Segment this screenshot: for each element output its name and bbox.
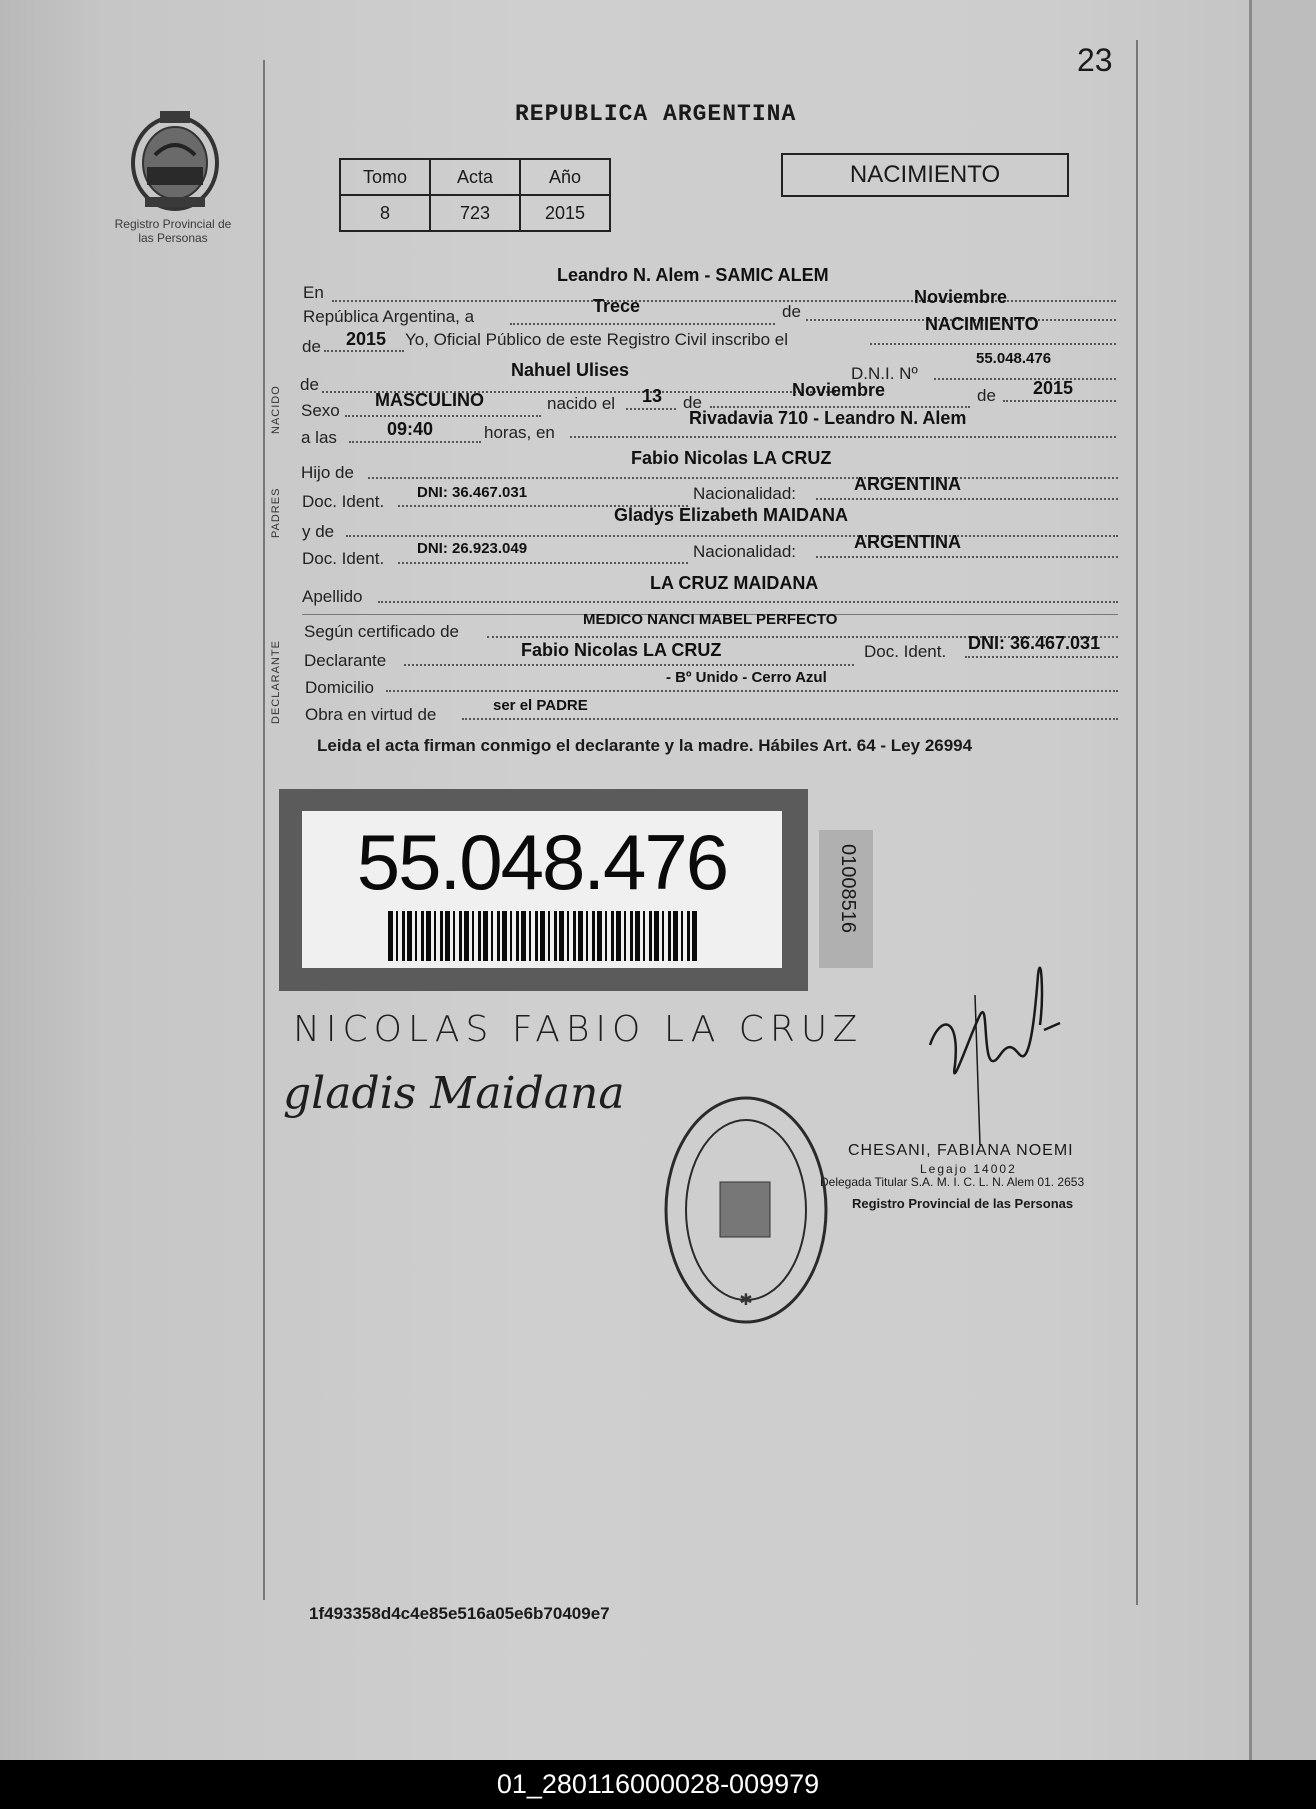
value-tipo-inscripcion: NACIMIENTO <box>925 314 1039 334</box>
label-yo: Yo, Oficial Público de este Registro Civil inscribo el <box>405 330 788 349</box>
label-y-de: y de <box>302 522 335 541</box>
value-nombre: Nahuel Ulises <box>511 360 630 380</box>
dotted-line <box>349 441 481 443</box>
registry-caption: Registro Provincial de las Personas <box>114 217 232 245</box>
label-de: de <box>782 302 801 321</box>
registry-value-tomo: 8 <box>340 195 430 231</box>
value-mes-nac: Noviembre <box>792 380 886 400</box>
legal-text: Leida el acta firman conmigo el declarante y la madre. Hábiles Art. 64 - Ley 26994 <box>317 736 973 755</box>
value-sexo: MASCULINO <box>375 390 484 410</box>
record-type-box: NACIMIENTO <box>781 153 1069 197</box>
registry-table <box>339 158 611 232</box>
province-emblem-icon <box>125 105 225 215</box>
official-legajo: Legajo 14002 <box>920 1162 1017 1176</box>
value-dia-texto: Trece <box>593 296 641 316</box>
barcode-bars-icon <box>388 911 698 961</box>
barcode-number: 55.048.476 <box>356 818 728 906</box>
footer-band <box>0 1760 1316 1809</box>
dotted-line <box>934 378 1116 380</box>
label-a-las: a las <box>301 428 337 447</box>
handwritten-madre: gladis Maidana <box>283 1068 625 1119</box>
registry-value-acta: 723 <box>430 195 520 231</box>
label-de-nombre: de <box>300 375 319 394</box>
dotted-line <box>570 436 1116 438</box>
value-hora: 09:40 <box>387 419 434 439</box>
dotted-line <box>345 415 541 417</box>
official-signature-icon <box>920 955 1070 1155</box>
label-nacionalidad-padre: Nacionalidad: <box>693 484 797 503</box>
official-registro: Registro Provincial de las Personas <box>852 1196 1074 1211</box>
value-mes-texto: Noviembre <box>914 287 1008 307</box>
dotted-line <box>398 562 688 564</box>
value-padre-doc: DNI: 36.467.031 <box>417 484 528 501</box>
document-hash: 1f493358d4c4e85e516a05e6b70409e7 <box>309 1604 610 1623</box>
label-de-anio-nac: de <box>977 386 996 405</box>
label-de-anio: de <box>302 337 321 356</box>
section-label-declarante: DECLARANTE <box>270 640 282 724</box>
label-doc-ident-madre: Doc. Ident. <box>302 549 385 568</box>
official-name: CHESANI, FABIANA NOEMI <box>848 1142 1074 1159</box>
adjacent-page-strip <box>1252 0 1316 1760</box>
label-doc-ident-declarante: Doc. Ident. <box>864 642 947 661</box>
value-lugar-nac: Rivadavia 710 - Leandro N. Alem <box>689 408 967 428</box>
country-title: REPUBLICA ARGENTINA <box>515 101 797 127</box>
serial-sticker <box>819 830 873 968</box>
dotted-line <box>1003 400 1116 402</box>
label-domicilio: Domicilio <box>305 678 374 697</box>
registry-value-anio: 2015 <box>520 195 610 231</box>
dotted-line <box>386 690 1118 692</box>
value-obra: ser el PADRE <box>493 697 588 714</box>
svg-text:✱: ✱ <box>739 1292 753 1309</box>
dotted-line <box>510 323 775 325</box>
dotted-line <box>626 408 676 410</box>
label-declarante: Declarante <box>304 651 387 670</box>
value-padre: Fabio Nicolas LA CRUZ <box>631 448 832 468</box>
dotted-line <box>816 498 1118 500</box>
registry-stamp-icon <box>658 1090 834 1330</box>
value-padre-nac: ARGENTINA <box>854 474 961 494</box>
registry-header-anio: Año <box>520 159 610 195</box>
value-madre-doc: DNI: 26.923.049 <box>417 540 528 557</box>
label-nacido-el: nacido el <box>547 394 616 413</box>
value-anio-nac: 2015 <box>1033 378 1074 398</box>
dotted-line <box>346 535 1118 537</box>
page-number: 23 <box>1077 42 1113 78</box>
label-segun: Según certificado de <box>304 622 459 641</box>
barcode-label <box>302 811 782 968</box>
label-nacionalidad-madre: Nacionalidad: <box>693 542 797 561</box>
value-certificado: MEDICO NANCI MABEL PERFECTO <box>583 611 838 628</box>
barcode-sticker <box>279 789 808 991</box>
dotted-line <box>324 350 404 352</box>
serial-number: 01008516 <box>837 844 859 933</box>
dotted-line <box>870 343 1116 345</box>
label-de-mes: de <box>683 393 702 412</box>
value-dni: 55.048.476 <box>976 350 1052 367</box>
dotted-line <box>378 601 1118 603</box>
value-madre: Gladys Elizabeth MAIDANA <box>614 505 849 525</box>
section-label-nacido: NACIDO <box>270 385 282 434</box>
dotted-line <box>965 656 1118 658</box>
label-en: En <box>303 283 324 302</box>
label-doc-ident-padre: Doc. Ident. <box>302 492 385 511</box>
value-declarante-doc: DNI: 36.467.031 <box>968 633 1101 653</box>
value-anio-registro: 2015 <box>346 329 387 349</box>
registry-header-acta: Acta <box>430 159 520 195</box>
label-apellido: Apellido <box>302 587 363 606</box>
dotted-line <box>368 477 1118 479</box>
label-obra: Obra en virtud de <box>305 705 437 724</box>
value-declarante: Fabio Nicolas LA CRUZ <box>521 640 722 660</box>
value-apellido: LA CRUZ MAIDANA <box>650 573 819 593</box>
label-hijo-de: Hijo de <box>301 463 354 482</box>
dotted-line <box>462 718 1118 720</box>
label-republica: República Argentina, a <box>303 307 475 326</box>
value-madre-nac: ARGENTINA <box>854 532 961 552</box>
dotted-line <box>816 556 1118 558</box>
value-dia-nac: 13 <box>642 386 663 406</box>
dotted-line <box>404 664 854 666</box>
footer-id: 01_280116000028-009979 <box>496 1769 820 1799</box>
registry-header-tomo: Tomo <box>340 159 430 195</box>
left-margin-line <box>263 60 265 1600</box>
value-lugar: Leandro N. Alem - SAMIC ALEM <box>557 265 829 285</box>
right-margin-line <box>1136 40 1138 1605</box>
section-label-padres: PADRES <box>270 487 282 538</box>
label-horas-en: horas, en <box>484 423 555 442</box>
label-sexo: Sexo <box>301 401 340 420</box>
label-dni: D.N.I. Nº <box>851 364 918 383</box>
handwritten-padre: NICOLAS FABIO LA CRUZ <box>293 1009 864 1050</box>
official-cargo: Delegada Titular S.A. M. I. C. L. N. Alem 01. 2653 <box>820 1175 1085 1189</box>
value-domicilio: - Bº Unido - Cerro Azul <box>666 669 827 686</box>
